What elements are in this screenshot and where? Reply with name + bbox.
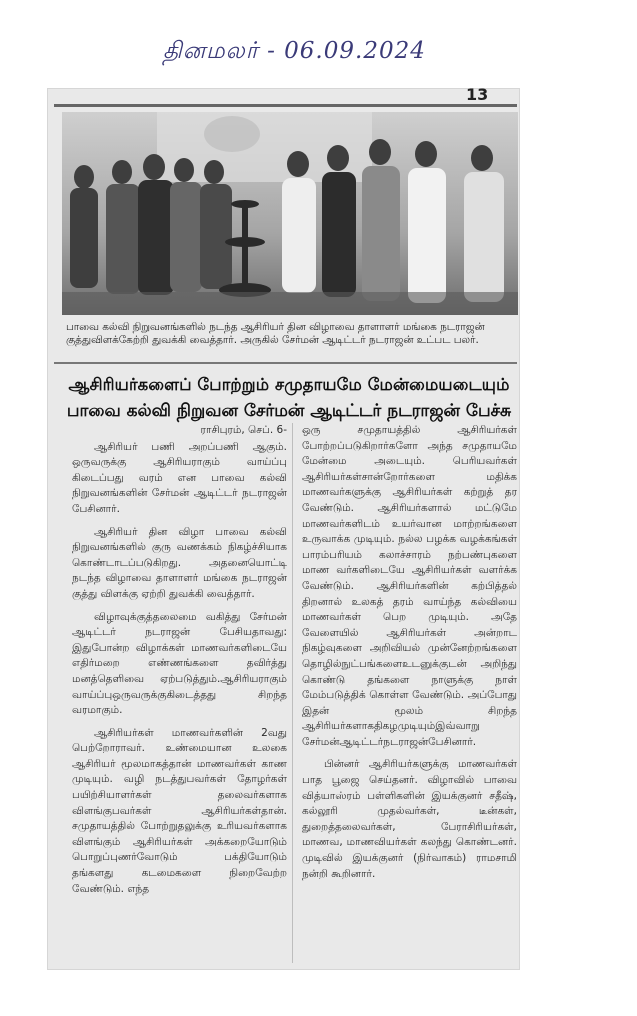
dateline: ராசிபுரம், செப். 6- — [200, 424, 287, 436]
paragraph: ஆசிரியர் தின விழா பாவை கல்வி நிறுவனங்களில் குரு வணக்கம் நிகழ்ச்சியாக கொண்டாடப்படுகிறது. அதனையொட்டி நடந்த விழாவை தாளாளர் மங்கை நடராஜன் குத்து விளக்கு ஏற்றி துவக்கி வைத்தார். — [72, 525, 287, 600]
photo-caption: பாவை கல்வி நிறுவனங்களில் நடந்த ஆசிரியர் தின விழாவை தாளாளர் மங்கை நடராஜன் குத்துவிளக்கேற்றி துவக்கி வைத்தார். அருகில் சேர்மன் ஆடிட்டர் நடராஜன் உட்பட பலர். — [66, 321, 485, 346]
headline-line-1: ஆசிரியர்களைப் போற்றும் சமுதாயமே மேன்மையடையும் — [68, 374, 510, 394]
paragraph: ஆசிரியர்கள் மாணவர்களின் 2வது பெற்றோராவர். உண்மையான உலகை ஆசிரியர் மூலமாகத்தான் மாணவர்கள் காண முடியும். வழி நடத்துபவர்கள் தோழர்கள் பயிற்சியாளர்கள் தலைவர்களாக விளங்குபவர்கள் ஆசிரியர்கள்தான். சமுதாயத்தில் போற்றுதலுக்கு உரியவர்களாக விளங்கும் ஆசிரியர்கள் அக்கறையோடும் பொறுப்புணர்வோடும் பக்தியோடும் தங்களது கடமைகளை நிறைவேற்ற வேண்டும். எந்த — [72, 726, 287, 895]
headline — [66, 371, 512, 425]
article-column-right — [302, 423, 517, 889]
top-rule — [54, 104, 517, 107]
headline-line-2: பாவை கல்வி நிறுவன சேர்மன் ஆடிட்டர் நடராஜன் பேச்சு — [66, 401, 512, 421]
paragraph: ஒரு சமுதாயத்தில் ஆசிரியர்கள் போற்றப்படுகிறார்களோ அந்த சமுதாயமே மேன்மை அடையும். பெரியவர்கள் ஆசிரியர்கள்சான்றோர்களை மதிக்க மாணவர்களுக்கு ஆசிரியர்கள் கற்றுத் தர வேண்டும். ஆசிரியர்களால் மட்டுமே மாணவர்களிடம் உயர்வான மாற்றங்களை உருவாக்க முடியும். நல்ல பழக்க வழக்கங்கள் பாரம்பரியம் கலாச்சாரம் நற்பண்புகளை மாண வர்களிடையே ஆசிரியர்கள் வளர்க்க வேண்டும். ஆசிரியர்களின் கற்பித்தல் திறனால் உலகத் தரம் வாய்ந்த கல்வியை மாணவர்கள் பெற முடியும். அதே வேளையில் ஆசிரியர்கள் அன்றாட நிகழ்வுகளை அறிவியல் முன்னேற்றங்களை தொழில்நுட்பங்களைஉடனுக்குடன் அறிந்து கொண்டு தங்களை நாளுக்கு நாள் மேம்படுத்திக் கொள்ள வேண்டும். அப்போது இதன் மூலம் சிறந்த ஆசிரியர்களாகதிகழமுடியும்இவ்வாறு சேர்மன்ஆடிட்டர்நடராஜன்பேசினார். — [302, 424, 517, 748]
column-divider — [292, 423, 293, 963]
handwritten-date-note: தினமலர் - 06.09.2024 — [163, 38, 426, 64]
paragraph: பின்னர் ஆசிரியர்களுக்கு மாணவர்கள் பாத பூஜை செய்தனர். விழாவில் பாவை வித்யாஸ்ரம் பள்ளிகளின் இயக்குனர் சதீஷ், கல்லூரி முதல்வர்கள், டீன்கள், துறைத்தலைவர்கள், பேராசிரியர்கள், மாணவ, மாணவியர்கள் கலந்து கொண்டனர். முடிவில் இயக்குனர் (நிர்வாகம்) ராமசாமி நன்றி கூறினார். — [302, 758, 517, 880]
paragraph: விழாவுக்குத்தலைமை வகித்து சேர்மன் ஆடிட்டர் நடராஜன் பேசியதாவது: இதுபோன்ற விழாக்கள் மாணவர்களிடையே எதிர்மறை எண்ணங்களை தவிர்த்து மனத்தெளிவை ஏற்படுத்தும்.ஆசிரியராகும் வாய்ப்புஒருவருக்குகிடைத்தது சிறந்த வரமாகும். — [72, 610, 287, 717]
paragraph: ஆசிரியர் பணி அறப்பணி ஆகும். ஒருவருக்கு ஆசிரியராகும் வாய்ப்பு கிடைப்பது வரம் என பாவை கல்வி நிறுவனங்களின் சேர்மன் ஆடிட்டர் நடராஜன் பேசினார். — [72, 440, 287, 515]
headline-rule — [54, 362, 517, 364]
page-number: 13 — [466, 85, 489, 104]
article-column-left — [72, 423, 287, 904]
event-photo — [62, 112, 518, 315]
